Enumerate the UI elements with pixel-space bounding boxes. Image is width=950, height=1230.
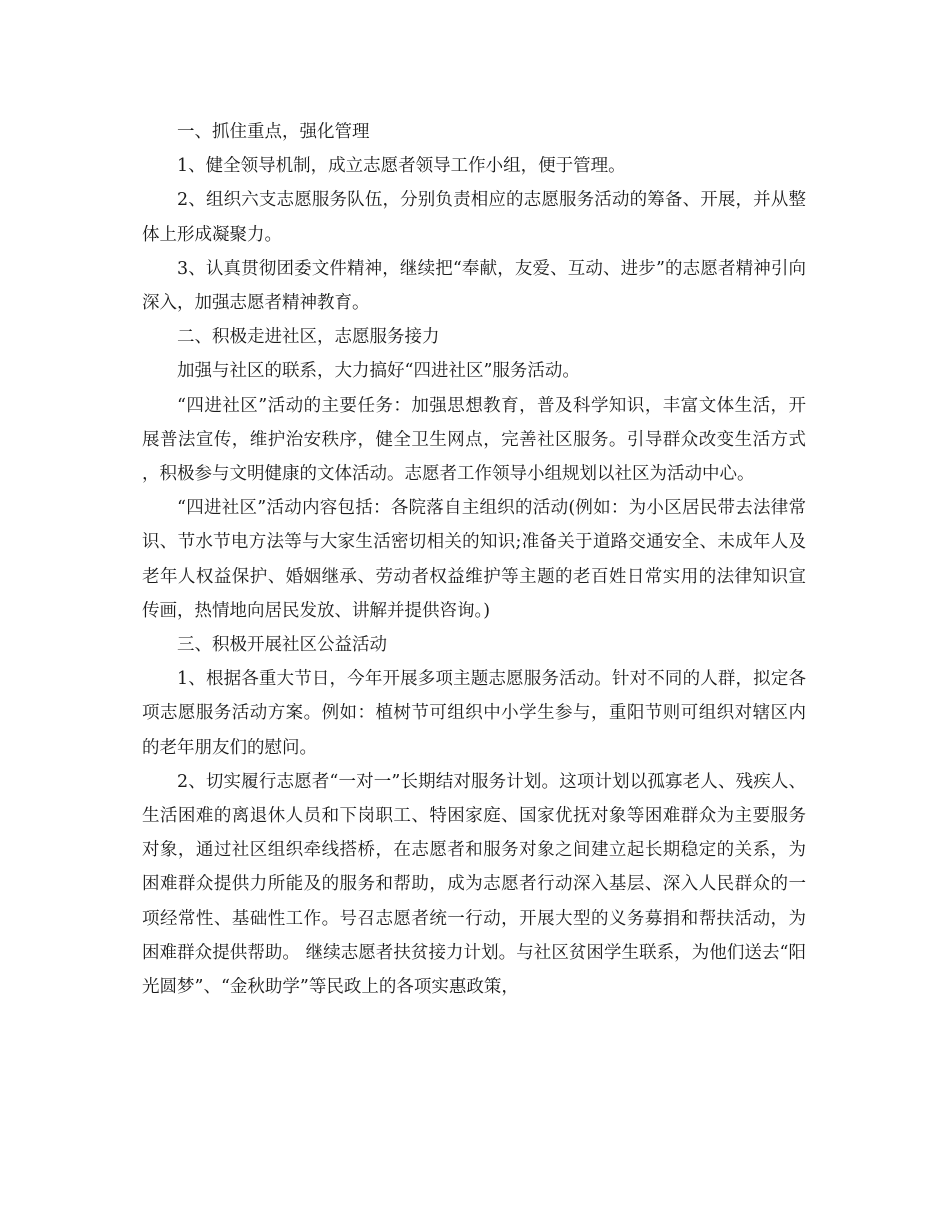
section-heading-2: 二、积极走进社区，志愿服务接力 [177, 327, 440, 348]
section-heading-3: 三、积极开展社区公益活动 [177, 635, 387, 656]
paragraph: “四进社区”活动内容包括：各院落自主组织的活动(例如：为小区居民带去法律常识、节水节电方法等与大家生活密切相关的知识;准备关于道路交通安全、未成年人及老年人权益保护、婚姻继承、劳动者权益维护等主题的老百姓日常实用的法律知识宣传画，热情地向居民发放、讲解并提供咨询。) [142, 498, 806, 621]
paragraph: 3、认真贯彻团委文件精神，继续把“奉献，友爱、互动、进步”的志愿者精神引向深入，加强志愿者精神教育。 [142, 258, 806, 314]
paragraph: 加强与社区的联系，大力搞好“四进社区”服务活动。 [177, 361, 580, 382]
paragraph: 1、根据各重大节日，今年开展多项主题志愿服务活动。针对不同的人群，拟定各项志愿服务活动方案。例如：植树节可组织中小学生参与，重阳节则可组织对辖区内的老年朋友们的慰问。 [142, 669, 806, 758]
section-heading-1: 一、抓住重点，强化管理 [177, 122, 370, 142]
paragraph: 2、组织六支志愿服务队伍，分别负责相应的志愿服务活动的筹备、开展，并从整体上形成凝聚力。 [142, 190, 806, 245]
paragraph: 2、切实履行志愿者“一对一”长期结对服务计划。这项计划以孤寡老人、残疾人、生活困难的离退休人员和下岗职工、特困家庭、国家优抚对象等困难群众为主要服务对象，通过社区组织牵线搭桥，在志愿者和服务对象之间建立起长期稳定的关系，为困难群众提供力所能及的服务和帮助，成为志愿者行动深入基层、深入人民群众的一项经常性、基础性工作。号召志愿者统一行动，开展大型的义务募捐和帮扶活动，为困难群众提供帮助。 继续志愿者扶贫接力计划。与社区贫困学生联系，为他们送去“阳光圆梦”、“金秋助学”等民政上的各项实惠政策， [142, 771, 806, 998]
paragraph: “四进社区”活动的主要任务：加强思想教育，普及科学知识，丰富文体生活，开展普法宣传，维护治安秩序，健全卫生网点，完善社区服务。引导群众改变生活方式，积极参与文明健康的文体活动。志愿者工作领导小组规划以社区为活动中心。 [142, 395, 806, 485]
document-body [142, 115, 806, 1004]
paragraph: 1、健全领导机制，成立志愿者领导工作小组，便于管理。 [177, 156, 626, 177]
